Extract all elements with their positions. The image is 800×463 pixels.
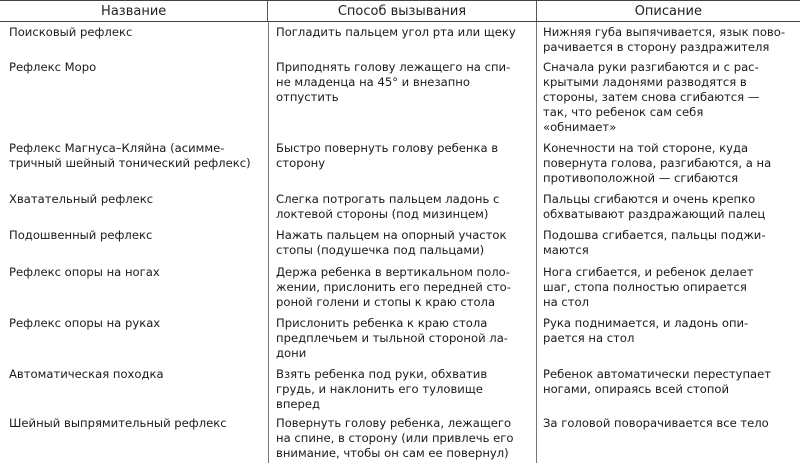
table-row [0, 138, 800, 189]
reflex-name: Рефлекс Магнуса–Кляйна (асимме- тричный шейный тонический рефлекс) [9, 141, 251, 170]
reflex-description: Подошва сгибается, пальцы поджи- маются [536, 225, 800, 262]
table-row [0, 364, 800, 413]
reflex-name: Рефлекс Моро [9, 60, 97, 74]
reflex-name: Шейный выпрямительный рефлекс [9, 416, 227, 430]
reflex-name: Подошвенный рефлекс [9, 228, 153, 242]
table-row [0, 22, 800, 57]
reflex-description: Пальцы сгибаются и очень крепко обхватывают раздражающий палец [536, 189, 800, 225]
table-row [0, 189, 800, 225]
header-method: Способ вызывания [267, 1, 535, 21]
reflex-description: Ребенок автоматически переступает ногами, опираясь всей стопой [536, 364, 800, 413]
reflex-method: Слегка потрогать пальцем ладонь с локтевой стороны (под мизинцем) [268, 189, 536, 225]
reflex-name: Рефлекс опоры на ногах [9, 265, 160, 279]
table-row [0, 57, 800, 138]
reflex-method: Взять ребенка под руки, обхватив грудь, и наклонить его туловище вперед [268, 364, 536, 413]
reflex-method: Приподнять голову лежащего на спи- не младенца на 45° и внезапно отпустить [268, 57, 536, 138]
reflex-method: Прислонить ребенка к краю стола предплечьем и тыльной стороной ла- дони [268, 313, 536, 364]
reflex-description: Рука поднимается, и ладонь опи- рается на стол [536, 313, 800, 364]
reflex-description: Конечности на той стороне, куда повернута голова, разгибаются, а на противоположной — сгибаются [536, 138, 800, 189]
table-row [0, 313, 800, 364]
reflex-method: Быстро повернуть голову ребенка в сторону [268, 138, 536, 189]
reflex-description: Сначала руки разгибаются и с рас- крытыми ладонями разводятся в стороны, затем снова сгибаются — так, что ребенок сам себя «обнимает» [536, 57, 800, 138]
table-row [0, 262, 800, 313]
reflex-description: Нога сгибается, и ребенок делает шаг, стопа полностью опирается на стол [536, 262, 800, 313]
table-row [0, 413, 800, 463]
reflex-method: Погладить пальцем угол рта или щеку [268, 22, 536, 57]
reflex-method: Повернуть голову ребенка, лежащего на спине, в сторону (или привлечь его внимание, чтобы он сам ее повернул) [268, 413, 536, 463]
reflex-method: Нажать пальцем на опорный участок стопы (подушечка под пальцами) [268, 225, 536, 262]
reflex-name: Хватательный рефлекс [9, 192, 154, 206]
reflex-description: Нижняя губа выпячивается, язык пово- рачивается в сторону раздражителя [536, 22, 800, 57]
reflex-name: Поисковый рефлекс [9, 25, 133, 39]
table-header [0, 0, 800, 22]
reflex-name: Рефлекс опоры на руках [9, 316, 161, 330]
header-name: Название [101, 3, 167, 19]
reflex-method: Держа ребенка в вертикальном поло- жении, прислонить его передней сто- роной голени и стопы к краю стола [268, 262, 536, 313]
reflex-name: Автоматическая походка [9, 367, 164, 381]
header-description: Описание [536, 1, 800, 21]
table-row [0, 225, 800, 262]
reflex-description: За головой поворачивается все тело [536, 413, 800, 463]
